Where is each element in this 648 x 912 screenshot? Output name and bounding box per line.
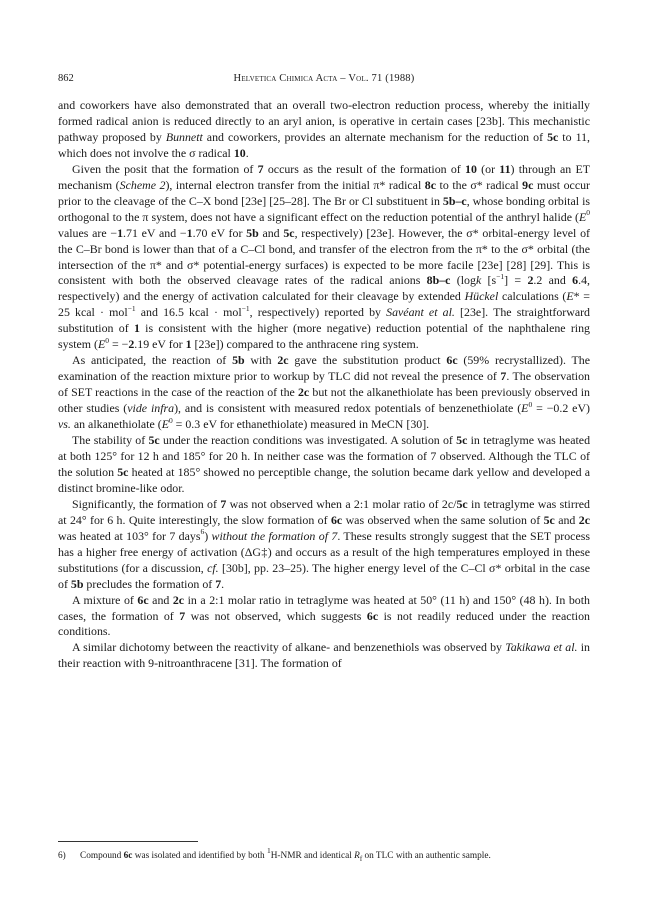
footnote-text: Compound 6c was isolated and identified by both $^1$H-NMR and identical $R_f$ on TLC with an authentic sample. [80,846,491,863]
paragraph-1: and coworkers have also demonstrated that an overall two-electron reduction process, whereby the initially formed radical anion is reduced directly to an aryl anion, is operative in certain cases [23b]. This mechanistic pathway proposed by Bunnett and coworkers, provides an alternate mechanism for the reduction of 5c to 11, which does not involve the σ radical 10. [58,98,590,160]
paragraph-3: As anticipated, the reaction of 5b with 2c gave the substitution product 6c (59% recrystallized). The examination of the reaction mixture prior to workup by TLC did not reveal the presence of 7. The observation of SET reactions in the case of the reaction of the 2c but not the alkanethiolate has been previously observed in other studies (vide infra), and is consistent with measured redox potentials of benzenethiolate ($E^0 = -0.2$ eV) vs. an alkanethiolate ($E^0 = 0.3$ eV for ethanethiolate) measured in MeCN [30]. [58,353,590,432]
running-header [58,72,590,86]
paragraph-7: A similar dichotomy between the reactivity of alkane- and benzenethiols was observed by Takikawa et al. in their reaction with 9-nitroanthracene [31]. The formation of [58,640,590,671]
paragraph-6: A mixture of 6c and 2c in a 2:1 molar ratio in tetraglyme was heated at 50° (11 h) and 150° (48 h). In both cases, the formation of 7 was not observed, which suggests 6c is not readily reduced under the reaction conditions. [58,592,591,639]
footnote-mark: 6) [58,851,66,861]
page-number: 862 [58,73,74,84]
footnote [58,846,590,866]
paragraph-4: The stability of 5c under the reaction conditions was investigated. A solution of 5c in tetraglyme was heated at both 125° for 12 h and 185° for 20 h. In neither case was the formation of 7 observed. Although the TLC of the solution 5c heated at 185° showed no perceptible change, the solution became dark yellow and developed a distinct bromine-like odor. [58,433,591,495]
paragraph-2: Given the posit that the formation of 7 occurs as the result of the formation of 10 (or 11) through an ET mechanism (Scheme 2), internal electron transfer from the initial π* radical 8c to the σ* radical 9c must occur prior to the cleavage of the C–X bond [23e] [25–28]. The Br or Cl substituent in 5b–c, whose bonding orbital is orthogonal to the π system, does not have a significant effect on the reduction potential of the anthryl halide ($E^0$ values are −1.71 eV and −1.70 eV for 5b and 5c, respectively) [23e]. However, the σ* orbital-energy level of the C–Br bond is lower than that of a C–Cl bond, and transfer of the electron from the π* to the σ* orbital (the intersection of the π* and σ* potential-energy surfaces) is expected to be more facile [23e] [28] [29]. This is consistent with both the observed cleavage rates of the radical anions 8b–c (logk $[s^{-1}] = 2.2$ and 6.4, respectively) and the energy of activation calculated for their cleavage by extended Hückel calculations (E* = 25 kcal · mol$^{-1}$ and 16.5 kcal · mol$^{-1}$, respectively) reported by Savéant et al. [23e]. The straightforward substitution of 1 is consistent with the higher (more negative) reduction potential of the naphthalene ring system ($E^0 = -2.19$ eV for 1 [23e]) compared to the anthracene ring system. [58,161,591,352]
journal-title: Helvetica Chimica Acta – Vol. 71 (1988) [233,73,415,84]
footnote-rule [58,841,198,842]
body-text [58,98,590,672]
paragraph-5: Significantly, the formation of 7 was not observed when a 2:1 molar ratio of 2c/5c in tetraglyme was stirred at 24° for 6 h. Quite interestingly, the slow formation of 6c was observed when the same solution of 5c and 2c was heated at 103° for 7 days$^6$) without the formation of 7. These results strongly suggest that the SET process has a higher free energy of activation (ΔG‡) and occurs as a result of the high temperatures employed in these substitutions (for a discussion, cf. [30b], pp. 23–25). The higher energy level of the C–Cl σ* orbital in the case of 5b precludes the formation of 7. [58,496,591,591]
